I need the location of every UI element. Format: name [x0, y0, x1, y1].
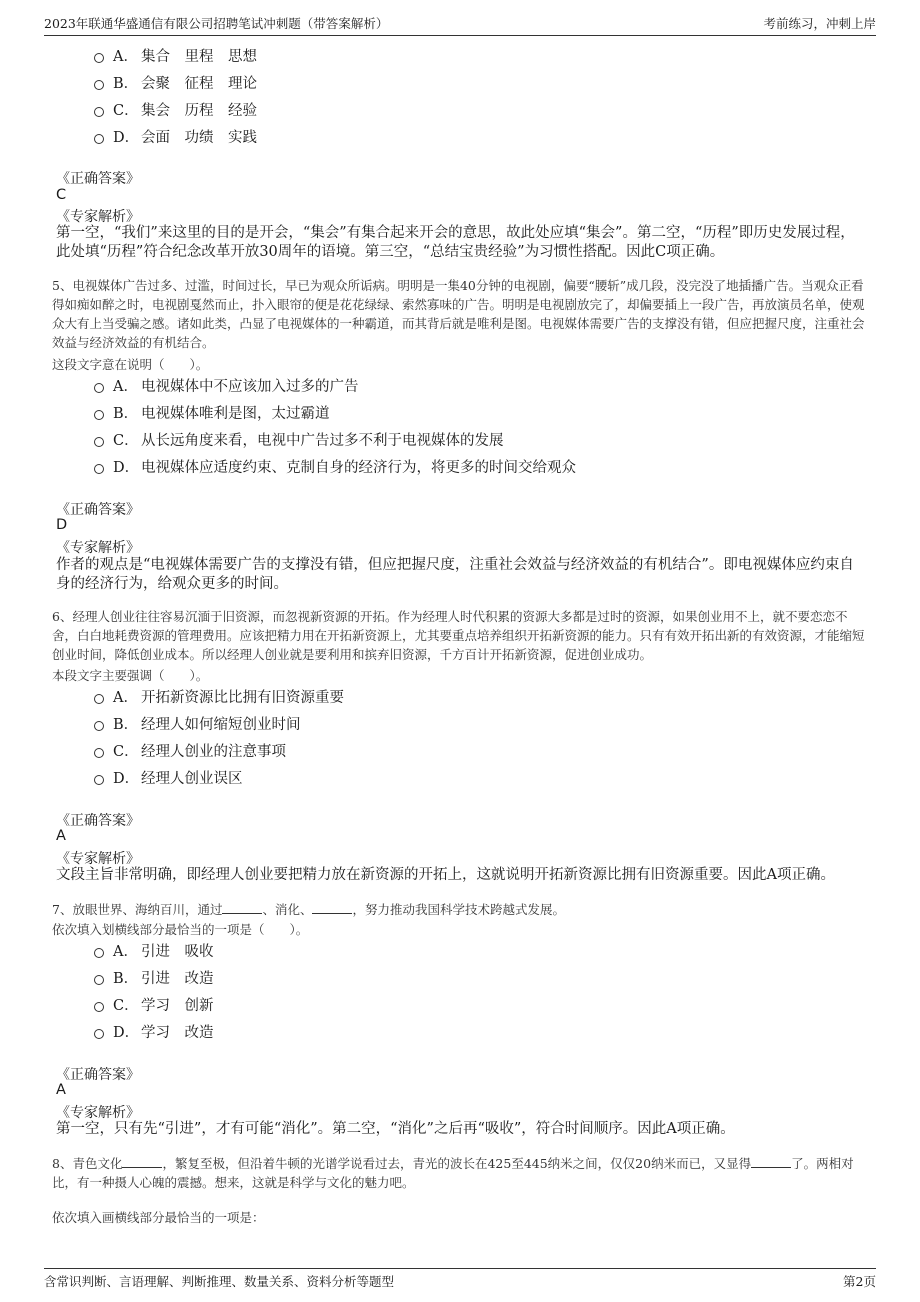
- expert-label: 《专家解析》: [56, 851, 140, 867]
- question-text: [52, 900, 867, 919]
- option-a[interactable]: [94, 939, 214, 961]
- option-letter: D．: [113, 459, 140, 476]
- explanation-text: 作者的观点是“电视媒体需要广告的支撑没有错，但应把握尺度，注重社会效益与经济效益的有机结合”。即电视媒体应约束自身的经济行为，给观众更多的时间。: [56, 557, 854, 592]
- option-letter: B．: [113, 75, 139, 92]
- radio-icon[interactable]: [94, 694, 104, 704]
- option-text: 学习 改造: [141, 1024, 214, 1041]
- option-text: 从长远角度来看，电视中广告过多不利于电视媒体的发展: [141, 432, 504, 449]
- fill-blank[interactable]: [122, 1155, 162, 1168]
- option-a[interactable]: [94, 685, 344, 707]
- option-c[interactable]: [94, 98, 257, 120]
- option-text: 会面 功绩 实践: [141, 129, 257, 146]
- option-text: 开拓新资源比比拥有旧资源重要: [141, 689, 344, 706]
- option-letter: A．: [113, 689, 138, 706]
- answer-label: 《正确答案》: [56, 502, 140, 518]
- radio-icon[interactable]: [94, 1002, 104, 1012]
- option-text: 电视媒体应适度约束、克制自身的经济行为，将更多的时间交给观众: [141, 459, 576, 476]
- document-title: 2023年联通华盛通信有限公司招聘笔试冲刺题（带答案解析）: [44, 16, 389, 31]
- question-text-part: 8、青色文化: [52, 1156, 123, 1171]
- option-letter: C．: [113, 997, 139, 1014]
- option-letter: B．: [113, 405, 139, 422]
- option-letter: A．: [113, 48, 138, 65]
- question-text-part: 了。两相对比，有一种摄人心魄的震撼。想来，这就是科学与文化的魅力吧。: [52, 1156, 854, 1190]
- radio-icon[interactable]: [94, 80, 104, 90]
- option-d[interactable]: [94, 125, 257, 147]
- radio-icon[interactable]: [94, 748, 104, 758]
- answer-label: 《正确答案》: [56, 1067, 140, 1083]
- option-text: 会聚 征程 理论: [141, 75, 257, 92]
- option-letter: B．: [113, 970, 139, 987]
- fill-blank[interactable]: [312, 901, 352, 914]
- option-text: 经理人创业误区: [141, 770, 243, 787]
- option-c[interactable]: [94, 428, 504, 450]
- radio-icon[interactable]: [94, 134, 104, 144]
- option-b[interactable]: [94, 71, 257, 93]
- answer-value: C: [56, 187, 67, 203]
- question-text-part: ，繁复至极，但沿着牛顿的光谱学说看过去，青光的波长在425至445纳米之间，仅仅20纳米而已，又显得: [162, 1156, 752, 1171]
- option-a[interactable]: [94, 44, 257, 66]
- question-prompt: 这段文字意在说明（ ）。: [52, 357, 209, 372]
- question-text: 6、经理人创业往往容易沉湎于旧资源，而忽视新资源的开拓。作为经理人时代积累的资源大多都是过时的资源，如果创业用不上，就不要恋恋不舍，白白地耗费资源的管理费用。应该把精力用在开拓新资源上，尤其要重点培养组织开拓新资源的能力。只有有效开拓出新的有效资源，才能缩短创业时间，降低创业成本。所以经理人创业就是要利用和摈弃旧资源，千方百计开拓新资源，促进创业成功。: [52, 609, 865, 662]
- option-d[interactable]: [94, 455, 576, 477]
- question-text: [52, 1154, 867, 1192]
- explanation-text: 第一空，“我们”来这里的目的是开会，“集会”有集合起来开会的意思，故此处应填“集会”。第二空，“历程”即历史发展过程，此处填“历程”符合纪念改革开放30周年的语境。第三空，“总结宝贵经验”为习惯性搭配。因此C项正确。: [56, 225, 855, 260]
- option-d[interactable]: [94, 766, 243, 788]
- option-b[interactable]: [94, 401, 330, 423]
- question-text-part: ，努力推动我国科学技术跨越式发展。: [352, 902, 565, 917]
- question-prompt: 依次填入划横线部分最恰当的一项是（ ）。: [52, 922, 309, 937]
- radio-icon[interactable]: [94, 437, 104, 447]
- option-text: 电视媒体唯利是图，太过霸道: [141, 405, 330, 422]
- radio-icon[interactable]: [94, 410, 104, 420]
- expert-label: 《专家解析》: [56, 540, 140, 556]
- radio-icon[interactable]: [94, 975, 104, 985]
- fill-blank[interactable]: [222, 901, 262, 914]
- expert-label: 《专家解析》: [56, 209, 140, 225]
- question-text: 5、电视媒体广告过多、过滥，时间过长，早已为观众所诟病。明明是一集40分钟的电视剧，偏要“腰斩”成几段，没完没了地插播广告。当观众正看得如痴如醉之时，电视剧戛然而止，扑入眼帘的便是花花绿绿、索然寡味的广告。明明是电视剧放完了，却偏要插上一段广告，再放演员名单，使观众大有上当受骗之感。诸如此类，凸显了电视媒体的一种霸道，而其背后就是唯利是图。电视媒体需要广告的支撑没有错，但应把握尺度，注重社会效益与经济效益的有机结合。: [52, 278, 865, 350]
- question-text-part: 7、放眼世界、海纳百川，通过: [52, 902, 223, 917]
- radio-icon[interactable]: [94, 948, 104, 958]
- page-header: [44, 10, 876, 36]
- question-text-part: 、消化、: [262, 902, 313, 917]
- option-text: 集合 里程 思想: [141, 48, 257, 65]
- option-c[interactable]: [94, 739, 286, 761]
- expert-label: 《专家解析》: [56, 1105, 140, 1121]
- option-text: 学习 创新: [141, 997, 214, 1014]
- option-b[interactable]: [94, 712, 301, 734]
- option-letter: C．: [113, 102, 139, 119]
- radio-icon[interactable]: [94, 53, 104, 63]
- radio-icon[interactable]: [94, 1029, 104, 1039]
- answer-value: A: [56, 1082, 66, 1098]
- option-text: 电视媒体中不应该加入过多的广告: [141, 378, 359, 395]
- answer-value: A: [56, 828, 66, 844]
- answer-label: 《正确答案》: [56, 171, 140, 187]
- option-text: 引进 改造: [141, 970, 214, 987]
- page-number: 第2页: [843, 1274, 876, 1289]
- footer-description: 含常识判断、言语理解、判断推理、数量关系、资料分析等题型: [44, 1274, 395, 1289]
- option-a[interactable]: [94, 374, 359, 396]
- option-b[interactable]: [94, 966, 214, 988]
- option-c[interactable]: [94, 993, 214, 1015]
- answer-value: D: [56, 517, 68, 533]
- header-slogan: 考前练习，冲刺上岸: [763, 16, 876, 31]
- option-letter: D．: [113, 770, 140, 787]
- option-letter: A．: [113, 943, 138, 960]
- option-text: 经理人创业的注意事项: [141, 743, 286, 760]
- option-letter: A．: [113, 378, 138, 395]
- option-letter: C．: [113, 743, 139, 760]
- radio-icon[interactable]: [94, 107, 104, 117]
- option-text: 经理人如何缩短创业时间: [141, 716, 301, 733]
- explanation-text: 文段主旨非常明确，即经理人创业要把精力放在新资源的开拓上，这就说明开拓新资源比拥有旧资源重要。因此A项正确。: [56, 867, 835, 883]
- option-letter: D．: [113, 129, 140, 146]
- option-letter: B．: [113, 716, 139, 733]
- question-prompt: 依次填入画横线部分最恰当的一项是：: [52, 1210, 265, 1225]
- question-prompt: 本段文字主要强调（ ）。: [52, 668, 209, 683]
- option-text: 集会 历程 经验: [141, 102, 257, 119]
- explanation-text: 第一空，只有先“引进”，才有可能“消化”。第二空，“消化”之后再“吸收”，符合时间顺序。因此A项正确。: [56, 1121, 735, 1137]
- radio-icon[interactable]: [94, 775, 104, 785]
- fill-blank[interactable]: [751, 1155, 791, 1168]
- option-d[interactable]: [94, 1020, 214, 1042]
- radio-icon[interactable]: [94, 721, 104, 731]
- radio-icon[interactable]: [94, 383, 104, 393]
- option-letter: C．: [113, 432, 139, 449]
- answer-label: 《正确答案》: [56, 813, 140, 829]
- page-footer: [44, 1268, 876, 1290]
- option-text: 引进 吸收: [141, 943, 214, 960]
- option-letter: D．: [113, 1024, 140, 1041]
- radio-icon[interactable]: [94, 464, 104, 474]
